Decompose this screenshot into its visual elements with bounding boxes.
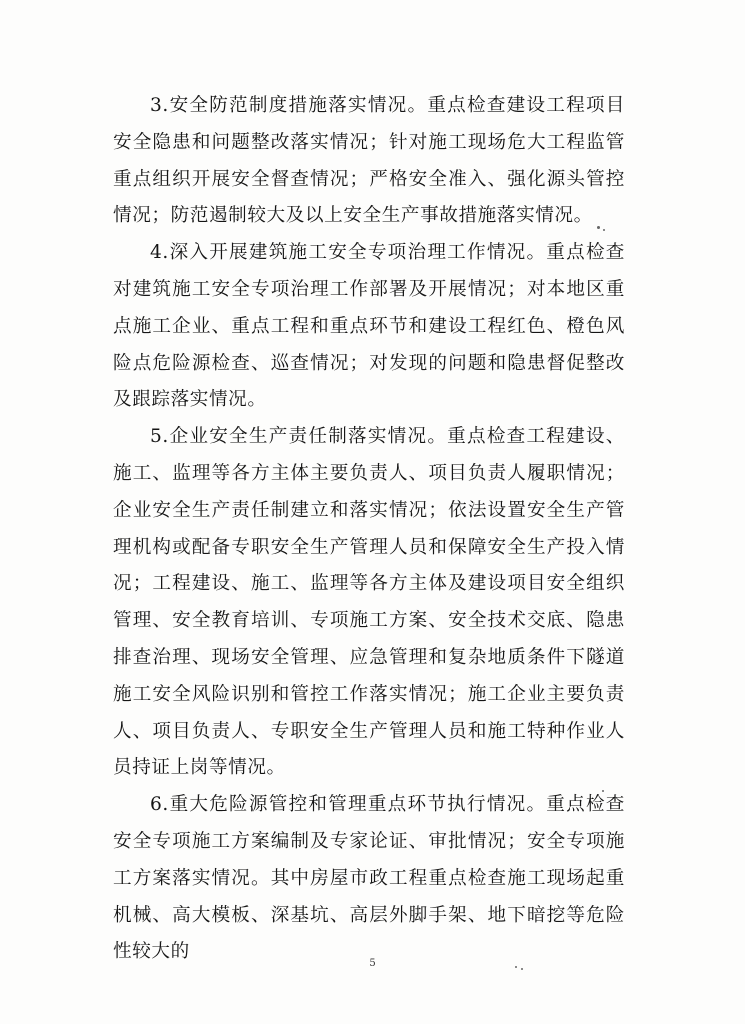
document-body xyxy=(113,88,625,971)
scan-speck xyxy=(597,226,600,229)
paragraph-4: 4.深入开展建筑施工安全专项治理工作情况。重点检查对建筑施工安全专项治理工作部署及开展情况；对本地区重点施工企业、重点工程和重点环节和建设工程红色、橙色风险点危险源检查、巡查情况；对发现的问题和隐患督促整改及跟踪落实情况。 xyxy=(113,242,625,411)
scan-speck xyxy=(521,968,523,970)
paragraph-6: 6.重大危险源管控和管理重点环节执行情况。重点检查安全专项施工方案编制及专家论证、审批情况；安全专项施工方案落实情况。其中房屋市政工程重点检查施工现场起重机械、高大模板、深基坑、高层外脚手架、地下暗挖等危险性较大的 xyxy=(113,794,625,963)
page-number: 5 xyxy=(369,958,376,969)
scan-speck xyxy=(515,966,517,968)
paragraph-5: 5.企业安全生产责任制落实情况。重点检查工程建设、施工、监理等各方主体主要负责人、项目负责人履职情况；企业安全生产责任制建立和落实情况；依法设置安全生产管理机构或配备专职安全生产管理人员和保障安全生产投入情况；工程建设、施工、监理等各方主体及建设项目安全组织管理、安全教育培训、专项施工方案、安全技术交底、隐患排查治理、现场安全管理、应急管理和复杂地质条件下隧道施工安全风险识别和管控工作落实情况；施工企业主要负责人、项目负责人、专职安全生产管理人员和施工特种作业人员持证上岗等情况。 xyxy=(113,426,625,779)
scan-speck xyxy=(603,229,605,231)
paragraph-3: 3.安全防范制度措施落实情况。重点检查建设工程项目安全隐患和问题整改落实情况；针对施工现场危大工程监管重点组织开展安全督查情况；严格安全准入、强化源头管控情况；防范遏制较大及以上安全生产事故措施落实情况。 xyxy=(113,95,625,227)
scan-speck xyxy=(602,790,604,792)
